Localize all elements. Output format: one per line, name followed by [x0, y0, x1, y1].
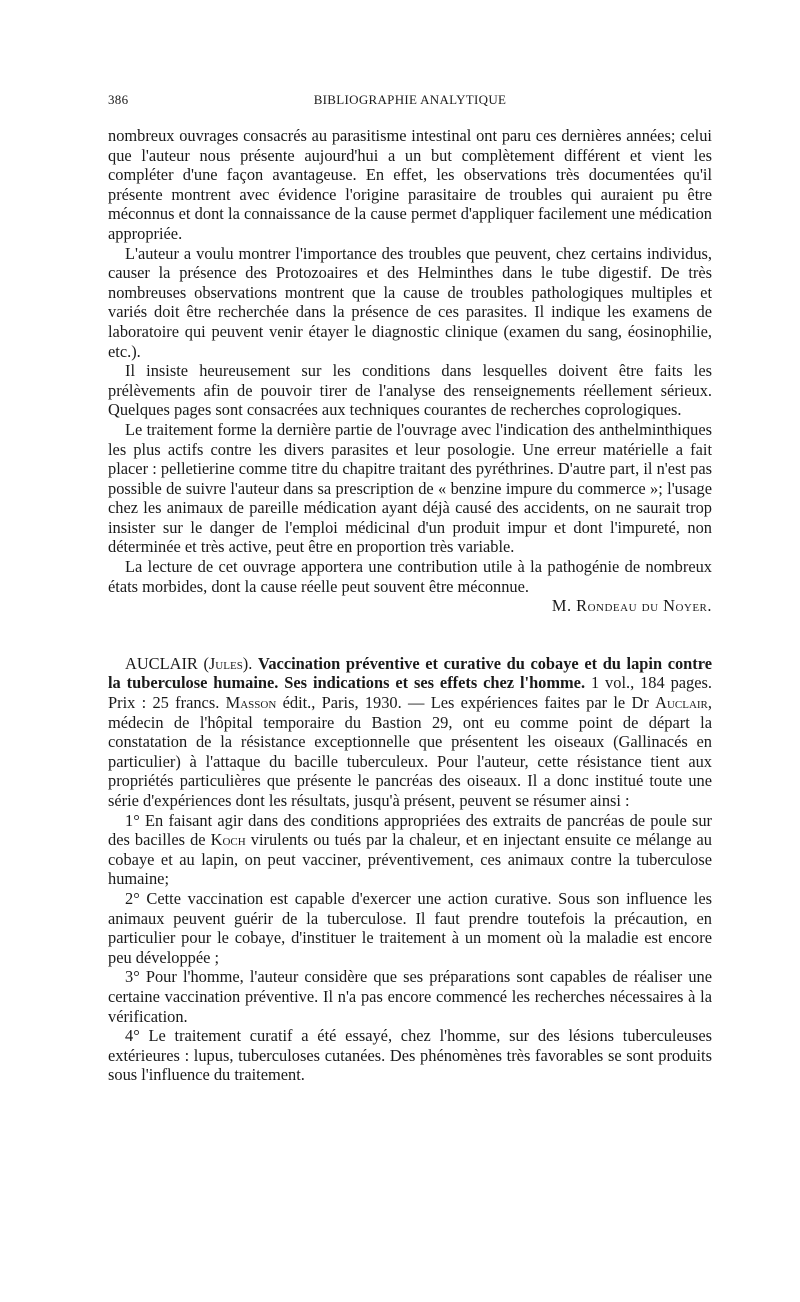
entry-intro: médecin de l'hôpital temporaire du Bastion 29, ont eu comme point de départ la constatation de la résistance exceptionnelle que présentent les oiseaux (Gallinacés en particulier) à l'attaque du bacille tuberculeux. Pour l'auteur, cette résistance tient aux propriétés particulières que présente le pancréas des oiseaux. Il a donc institué toute une série d'expériences dont les résultats, jusqu'à présent, peuvent se résumer ainsi : [108, 712, 712, 810]
koch-name: Koch [210, 830, 246, 850]
page-header [108, 92, 712, 112]
paragraph [108, 811, 712, 889]
section-gap [108, 616, 712, 654]
entry-publication-place: édit., Paris, 1930. — Les expériences faites par le Dr [282, 693, 649, 713]
point-text: virulents ou tués par la chaleur, et en injectant ensuite ce mélange au cobaye et au lapin, on peut vacciner, préventivement, ces animaux contre la tuberculose humaine; [108, 830, 712, 889]
running-title: BIBLIOGRAPHIE ANALYTIQUE [313, 92, 507, 107]
review-rondeau [108, 126, 712, 616]
paragraph: nombreux ouvrages consacrés au parasitisme intestinal ont paru ces dernières années; celui que l'auteur nous présente aujourd'hui a un but complètement différent et vient les compléter d'une façon avantageuse. En effet, les observations très documentées qu'il présente montrent avec évidence l'origine parasitaire de troubles qui auraient pu être méconnus et dont la connaissance de la cause permet d'appliquer facilement une médication appropriée. [108, 126, 712, 243]
paragraph: L'auteur a voulu montrer l'importance des troubles que peuvent, chez certains individus, causer la présence des Protozoaires et des Helminthes dans le tube digestif. De très nombreuses observations montrent que la cause de troubles pathologiques multiples et variés doit être recherchée dans la présence de ces parasites. Il indique les examens de laboratoire qui peuvent venir étayer le diagnostic clinique (examen du sang, éosinophilie, etc.). [108, 243, 712, 361]
entry-publisher: Masson [225, 693, 277, 713]
paragraph: 4° Le traitement curatif a été essayé, chez l'homme, sur des lésions tuberculeuses extérieures : lupus, tuberculoses cutanées. Des phénomènes très favorables se sont produits sous l'influence du traitement. [108, 1026, 712, 1085]
paragraph: 2° Cette vaccination est capable d'exercer une action curative. Sous son influence les animaux peuvent guérir de la tuberculose. Il faut prendre toutefois la précaution, en particulier pour le cobaye, d'instituer le traitement à un moment où la maladie est encore peu développée ; [108, 888, 712, 967]
entry-doctor-name: Auclair, [655, 693, 712, 713]
point-text: 1° En faisant agir dans des conditions appropriées des extraits de pancréas de poule sur des bacilles de [108, 810, 712, 850]
paragraph: Il insiste heureusement sur les conditions dans lesquelles doivent être faits les prélèvements afin de pouvoir tirer de l'analyse des renseignements réellement sérieux. Quelques pages sont consacrées aux techniques courantes de recherches coprologiques. [108, 361, 712, 420]
page-body [108, 126, 712, 1085]
paragraph: Le traitement forme la dernière partie de l'ouvrage avec l'indication des anthelminthiques les plus actifs contre les divers parasites et leur posologie. Une erreur matérielle a fait placer : pelletierine comme titre du chapitre traitant des pyréthrines. D'autre part, il n'est pas possible de suivre l'auteur dans sa prescription de « benzine impure du commerce »; l'usage chez les animaux de pareille médication ayant déjà causé des accidents, on ne saurait trop insister sur le danger de l'emploi médicinal d'un produit impur et dont l'impureté, non déterminée et très active, peut être en proportion très variable. [108, 419, 712, 557]
entry-author: AUCLAIR (Jules). [125, 653, 253, 673]
paragraph: La lecture de cet ouvrage apportera une contribution utile à la pathogénie de nombreux états morbides, dont la cause réelle peut souvent être méconnue. [108, 557, 712, 596]
review-auclair [108, 654, 712, 1085]
page-number: 386 [108, 92, 129, 107]
reviewer-signature: M. Rondeau du Noyer. [551, 596, 712, 616]
paragraph: 3° Pour l'homme, l'auteur considère que ses préparations sont capables de réaliser une certaine vaccination préventive. Il n'a pas encore commencé les recherches nécessaires à la vérification. [108, 967, 712, 1026]
entry-title: Vaccination préventive et curative du cobaye et du lapin contre la tuberculose humaine. Ses indications et ses effets chez l'homme. [108, 653, 713, 693]
bibliographic-entry [108, 654, 712, 811]
entry-publication: 1 vol., 184 pages. Prix : 25 francs. [108, 673, 712, 713]
